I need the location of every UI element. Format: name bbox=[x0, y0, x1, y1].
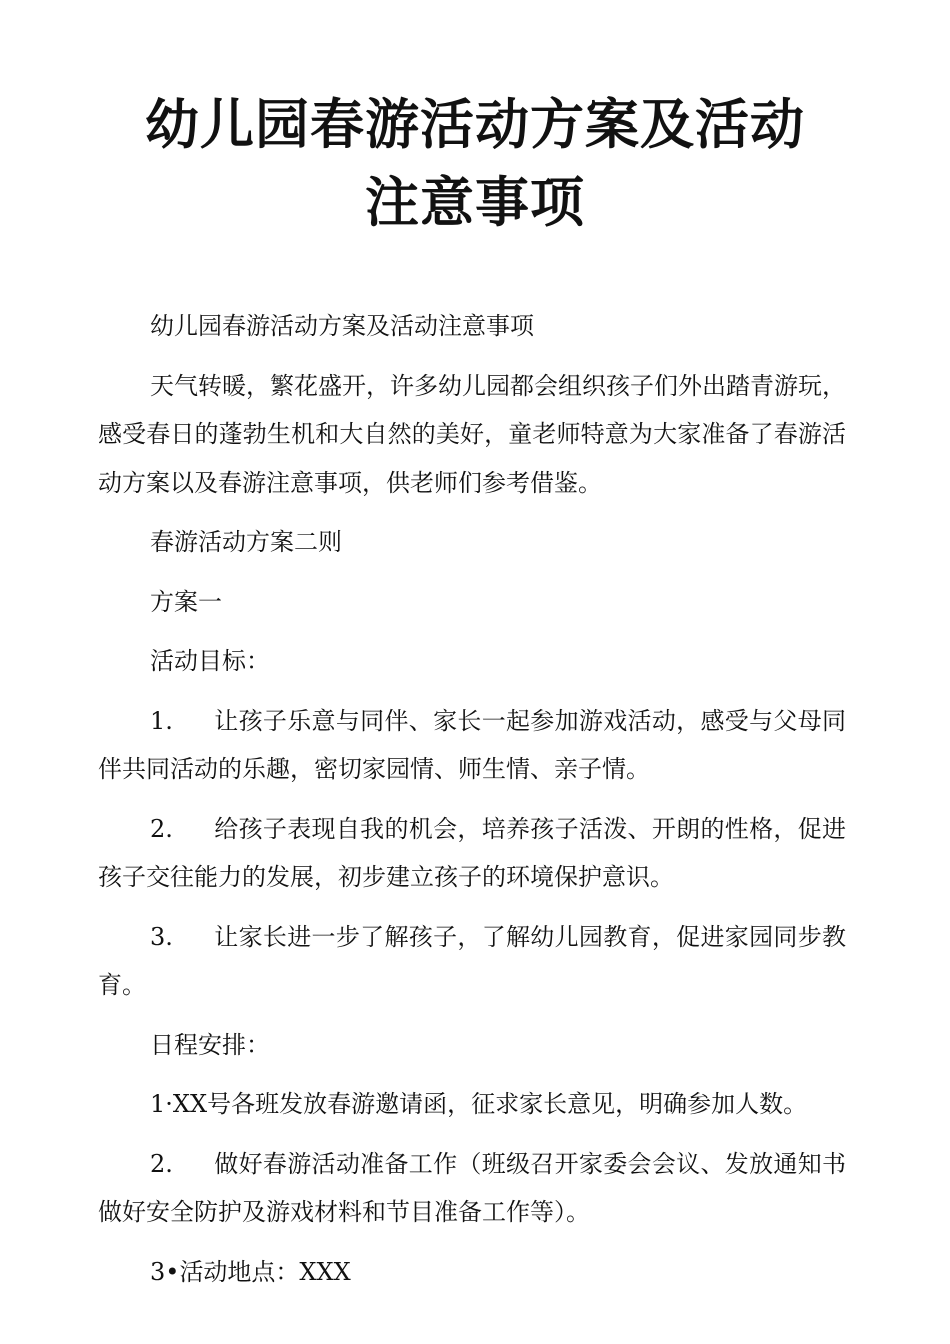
document-subtitle: 幼儿园春游活动方案及活动注意事项 bbox=[150, 312, 534, 340]
plan-heading: 方案一 bbox=[150, 587, 222, 616]
goal-number: 3. bbox=[150, 922, 173, 951]
goal-item bbox=[98, 913, 846, 1010]
schedule-number: 2. bbox=[150, 1149, 173, 1178]
goal-number: 1. bbox=[150, 706, 173, 735]
goal-text: 给孩子表现自我的机会，培养孩子活泼、开朗的性格，促进孩子交往能力的发展，初步建立孩子的环境保护意识。 bbox=[98, 814, 846, 891]
section-heading: 春游活动方案二则 bbox=[150, 528, 342, 556]
goals-heading: 活动目标： bbox=[150, 647, 270, 675]
document-body bbox=[98, 302, 846, 1307]
document-title-line-1: 幼儿园春游活动方案及活动 bbox=[145, 93, 805, 156]
goal-text: 让家长进一步了解孩子，了解幼儿园教育，促进家园同步教育。 bbox=[98, 922, 846, 999]
schedule-item bbox=[98, 1248, 846, 1297]
goal-item bbox=[98, 697, 846, 794]
goal-item bbox=[98, 805, 846, 902]
schedule-number: 1·XX bbox=[150, 1090, 208, 1118]
schedule-heading: 日程安排： bbox=[150, 1030, 270, 1059]
schedule-text: 号各班发放春游邀请函，征求家长意见，明确参加人数。 bbox=[207, 1090, 808, 1118]
intro-paragraph: 天气转暖，繁花盛开，许多幼儿园都会组织孩子们外出踏青游玩，感受春日的蓬勃生机和大自然的美好，童老师特意为大家准备了春游活动方案以及春游注意事项，供老师们参考借鉴。 bbox=[98, 371, 846, 497]
goal-number: 2. bbox=[150, 814, 173, 843]
schedule-item bbox=[98, 1140, 846, 1237]
schedule-text: 做好春游活动准备工作（班级召开家委会会议、发放通知书做好安全防护及游戏材料和节目准备工作等）。 bbox=[98, 1149, 846, 1226]
schedule-item bbox=[98, 1080, 846, 1129]
schedule-text: 活动地点：XXX bbox=[179, 1257, 351, 1286]
goal-text: 让孩子乐意与同伴、家长一起参加游戏活动，感受与父母同伴共同活动的乐趣，密切家园情、师生情、亲子情。 bbox=[98, 706, 846, 783]
schedule-number: 3• bbox=[150, 1257, 180, 1286]
document-title-line-2: 注意事项 bbox=[365, 171, 585, 234]
